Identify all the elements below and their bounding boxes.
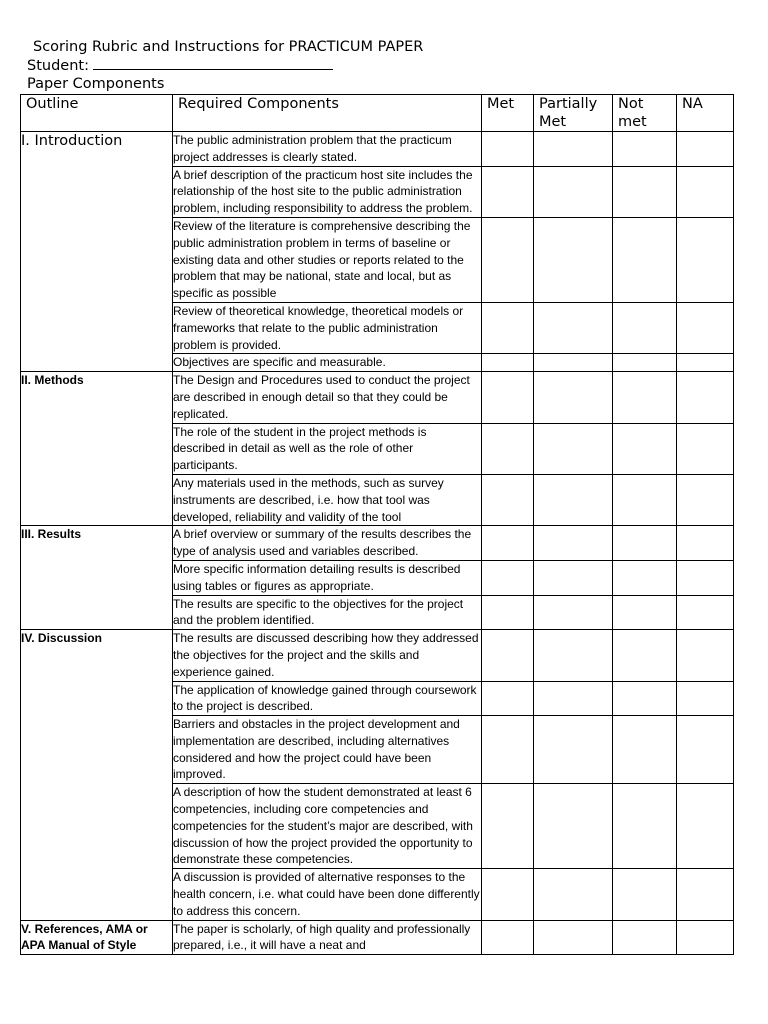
- score-cell-partially-met[interactable]: [534, 166, 613, 217]
- column-header-not-met: Not met: [613, 95, 677, 132]
- student-label: Student:: [27, 57, 89, 74]
- score-cell-not-met[interactable]: [613, 474, 677, 525]
- score-cell-partially-met[interactable]: [534, 354, 613, 372]
- score-cell-met[interactable]: [482, 217, 534, 302]
- score-cell-na[interactable]: [677, 302, 734, 353]
- score-cell-not-met[interactable]: [613, 166, 677, 217]
- score-cell-na[interactable]: [677, 716, 734, 784]
- score-cell-met[interactable]: [482, 595, 534, 630]
- score-cell-not-met[interactable]: [613, 681, 677, 716]
- score-cell-met[interactable]: [482, 166, 534, 217]
- score-cell-met[interactable]: [482, 716, 534, 784]
- document-title: Scoring Rubric and Instructions for PRACTICUM PAPER: [33, 39, 424, 55]
- score-cell-met[interactable]: [482, 526, 534, 561]
- score-cell-not-met[interactable]: [613, 716, 677, 784]
- paper-components-label: Paper Components: [27, 76, 165, 92]
- section-label-methods: II. Methods: [21, 372, 173, 526]
- score-cell-partially-met[interactable]: [534, 784, 613, 869]
- score-cell-met[interactable]: [482, 630, 534, 681]
- rubric-row: [21, 526, 734, 561]
- score-cell-not-met[interactable]: [613, 630, 677, 681]
- score-cell-partially-met[interactable]: [534, 595, 613, 630]
- score-cell-not-met[interactable]: [613, 423, 677, 474]
- required-component: Review of theoretical knowledge, theoretical models or frameworks that relate to the public administration problem is provided.: [173, 302, 482, 353]
- student-name-blank: [93, 57, 333, 70]
- score-cell-not-met[interactable]: [613, 784, 677, 869]
- score-cell-met[interactable]: [482, 474, 534, 525]
- score-cell-not-met[interactable]: [613, 354, 677, 372]
- score-cell-met[interactable]: [482, 423, 534, 474]
- required-component: The Design and Procedures used to conduct the project are described in enough detail so that they could be replicated.: [173, 372, 482, 423]
- score-cell-not-met[interactable]: [613, 595, 677, 630]
- column-header-na: NA: [677, 95, 734, 132]
- score-cell-na[interactable]: [677, 869, 734, 920]
- score-cell-na[interactable]: [677, 784, 734, 869]
- rubric-row: [21, 630, 734, 681]
- column-header-partially-met: Partially Met: [534, 95, 613, 132]
- score-cell-na[interactable]: [677, 681, 734, 716]
- required-component: Any materials used in the methods, such as survey instruments are described, i.e. how that tool was developed, reliability and validity of the tool: [173, 474, 482, 525]
- score-cell-partially-met[interactable]: [534, 526, 613, 561]
- score-cell-not-met[interactable]: [613, 372, 677, 423]
- score-cell-met[interactable]: [482, 681, 534, 716]
- column-header-met: Met: [482, 95, 534, 132]
- section-label-introduction: I. Introduction: [21, 132, 173, 372]
- score-cell-not-met[interactable]: [613, 526, 677, 561]
- required-component: The paper is scholarly, of high quality and professionally prepared, i.e., it will have a neat and: [173, 920, 482, 955]
- score-cell-met[interactable]: [482, 784, 534, 869]
- score-cell-met[interactable]: [482, 354, 534, 372]
- document-header: [27, 38, 423, 94]
- score-cell-not-met[interactable]: [613, 302, 677, 353]
- score-cell-na[interactable]: [677, 595, 734, 630]
- required-component: The results are discussed describing how they addressed the objectives for the project and the skills and experience gained.: [173, 630, 482, 681]
- score-cell-partially-met[interactable]: [534, 217, 613, 302]
- score-cell-met[interactable]: [482, 302, 534, 353]
- required-component: More specific information detailing results is described using tables or figures as appropriate.: [173, 560, 482, 595]
- header-row: [21, 95, 734, 132]
- score-cell-partially-met[interactable]: [534, 716, 613, 784]
- score-cell-met[interactable]: [482, 920, 534, 955]
- score-cell-met[interactable]: [482, 132, 534, 167]
- rubric-row: [21, 920, 734, 955]
- score-cell-partially-met[interactable]: [534, 869, 613, 920]
- score-cell-na[interactable]: [677, 630, 734, 681]
- score-cell-not-met[interactable]: [613, 217, 677, 302]
- score-cell-not-met[interactable]: [613, 920, 677, 955]
- section-label-results: III. Results: [21, 526, 173, 630]
- score-cell-na[interactable]: [677, 217, 734, 302]
- required-component: Barriers and obstacles in the project development and implementation are described, including alternatives considered and how the project could have been improved.: [173, 716, 482, 784]
- score-cell-partially-met[interactable]: [534, 560, 613, 595]
- required-component: Review of the literature is comprehensive describing the public administration problem in terms of baseline or existing data and other studies or reports related to the problem that may be national, state and local, but as specific as possible: [173, 217, 482, 302]
- required-component: A brief description of the practicum host site includes the relationship of the host site to the public administration problem, including responsibility to address the problem.: [173, 166, 482, 217]
- score-cell-na[interactable]: [677, 372, 734, 423]
- required-component: A brief overview or summary of the results describes the type of analysis used and variables described.: [173, 526, 482, 561]
- required-component: A discussion is provided of alternative responses to the health concern, i.e. what could have been done differently to address this concern.: [173, 869, 482, 920]
- score-cell-partially-met[interactable]: [534, 920, 613, 955]
- score-cell-partially-met[interactable]: [534, 372, 613, 423]
- score-cell-na[interactable]: [677, 474, 734, 525]
- required-component: Objectives are specific and measurable.: [173, 354, 482, 372]
- section-label-discussion: IV. Discussion: [21, 630, 173, 921]
- score-cell-na[interactable]: [677, 132, 734, 167]
- rubric-row: [21, 132, 734, 167]
- section-label-references: V. References, AMA or APA Manual of Style: [21, 920, 173, 955]
- score-cell-na[interactable]: [677, 526, 734, 561]
- required-component: The public administration problem that the practicum project addresses is clearly stated.: [173, 132, 482, 167]
- score-cell-na[interactable]: [677, 423, 734, 474]
- score-cell-met[interactable]: [482, 560, 534, 595]
- score-cell-na[interactable]: [677, 166, 734, 217]
- score-cell-not-met[interactable]: [613, 869, 677, 920]
- score-cell-partially-met[interactable]: [534, 474, 613, 525]
- rubric-table: [20, 94, 734, 955]
- score-cell-na[interactable]: [677, 920, 734, 955]
- score-cell-partially-met[interactable]: [534, 132, 613, 167]
- student-row: [27, 57, 423, 76]
- score-cell-partially-met[interactable]: [534, 423, 613, 474]
- score-cell-partially-met[interactable]: [534, 302, 613, 353]
- score-cell-met[interactable]: [482, 869, 534, 920]
- score-cell-not-met[interactable]: [613, 132, 677, 167]
- required-component: The role of the student in the project methods is described in detail as well as the role of other participants.: [173, 423, 482, 474]
- score-cell-na[interactable]: [677, 560, 734, 595]
- required-component: The application of knowledge gained through coursework to the project is described.: [173, 681, 482, 716]
- column-header-outline: Outline: [21, 95, 173, 132]
- required-component: A description of how the student demonstrated at least 6 competencies, including core competencies and competencies for the student’s major are described, with discussion of how the project provided the opportunity to demonstrate these competencies.: [173, 784, 482, 869]
- rubric-row: [21, 372, 734, 423]
- score-cell-partially-met[interactable]: [534, 681, 613, 716]
- column-header-required-components: Required Components: [173, 95, 482, 132]
- score-cell-partially-met[interactable]: [534, 630, 613, 681]
- rubric-body: [21, 132, 734, 955]
- score-cell-not-met[interactable]: [613, 560, 677, 595]
- score-cell-na[interactable]: [677, 354, 734, 372]
- score-cell-met[interactable]: [482, 372, 534, 423]
- required-component: The results are specific to the objectives for the project and the problem identified.: [173, 595, 482, 630]
